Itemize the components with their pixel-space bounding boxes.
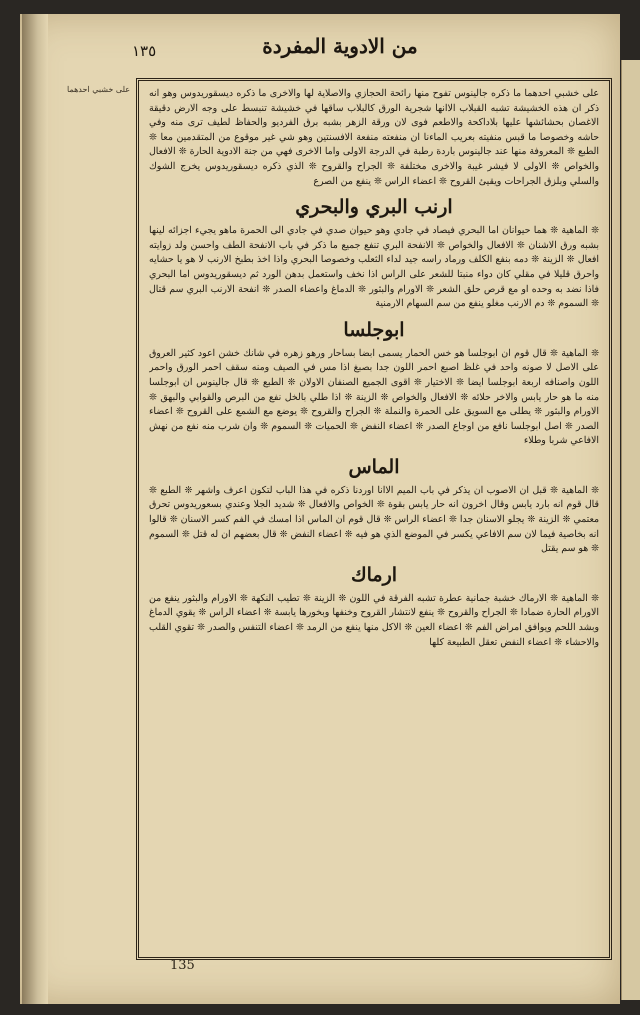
main-text bbox=[149, 87, 599, 951]
page-header bbox=[80, 32, 600, 68]
section-text-3: ❊ الماهية ❊ قبل ان الاصوب ان يذكر في باب الميم الاانا اوردنا ذكره في هذا الباب لتكون اعرف واشهر ❊ الطبع ❊ قال قوم انه بارد يابس وقال اخرون انه حار يابس بقوة ❊ الخواص والافعال ❊ شديد الجلا وعندي بسعوريدوس تحرق معتمي ❊ الزينة ❊ يجلو الاسنان جدا ❊ اعضاء الراس ❊ قال قوم ان الماس اذا امسك في الفم كسر الاسنان ❊ قالوا انه بخاصية فيما لان سم الافاعي يكسر في الموضع الذي هو فيه ❊ اعضاء النفض ❊ قال بعضهم ان له قتل ❊ السموم ❊ هو سم يقتل bbox=[149, 484, 599, 555]
section-text-1: ❊ الماهية ❊ هما حيوانان اما البحري فيصاد في جادي وهو حيوان صدي في جادي الى الحمرة ماهو يجيء اجزائه لينها بشبه ورق الاشنان ❊ الافعال والخواص ❊ الانفحة البري تنفع جميع ما ذكر في باب الانفحة الطف واحسن ولد زوايته افعال ❊ الزينة ❊ دمه بنفع الكلف ورماد راسه جيد لداء الثعلب وخصوصا البحري واذا اخذ بطبخ الارنب لا هو يا حشايه واحرق قليلا في مقلي كان دواء منبتا للشعر على الراس اذا نخف واستعمل بدهن الورد ثم ديسقوريدوس اما البحري فاذا نضد به وحده او مع قرص حلق الشعر ❊ الاورام والبثور ❊ الدماغ واعضاء الصدر ❊ انفحة الارنب البري سم قتال ❊ السموم ❊ دم الارنب مغلو ينفع من سم السهام الارمنية bbox=[149, 225, 599, 310]
page-number-bottom: 135 bbox=[170, 958, 195, 973]
section-text-0: على خشبي احدهما ما ذكره جالينوس تفوح منها رائحة الحجازي والاصلاية لها والاخرى ما ذكره ديسقوريدوس وهو انه ذكر ان هذه الخشيشة تشبه القبلاب الاانها شجرية الورق كالبلاب ساقها في خشيشة تنبسط على وجه الارض دقيقة الاغصان بحشائشها عليها بلاداكحة والاطعم فوى لان ورقة الزهر بشبه برق الفرديو والحفاظ لطيف ترى منه وفي حاشه وخصوصا ما قبس منفيته بعريب الماءنا ان منفعته منفعة الافسنتين وهو شي غير موقوع من المتقدمين معا ❊ الطبع ❊ المعروفة منها عند جالينوس باردة رطبة في الدرجة الاولى واما الاخرى فهي من جنة الادوية الحارة ❊ الافعال والخواص ❊ الاولى لا فيشر غيبة والاخرى مختلفة ❊ الجراح والقروح ❊ الذي ذكره ديسقوريدوس يخرج الشوك والسلي وبلزق الجراحات ويقيئ القروح ❊ اعضاء الراس ❊ ينفع من الصرع bbox=[149, 88, 599, 187]
section-text-4: ❊ الماهية ❊ الارماك خشبة جمانية عطرة تشبه الفرقة في اللون ❊ الزينة ❊ تطيب النكهة ❊ الاورام والبثور ينفع من الاورام الحارة ضمادا ❊ الجراح والقروح ❊ ينفع لانتشار القروح وخنفها وبخورها يابسة ❊ اعضاء الراس ❊ يقوي الدماغ وبشد اللحم ويوافق امراض الفم ❊ اعضاء العين ❊ الاكل منها ينفع من الرمد ❊ اعضاء التنفس والصدر ❊ تقوي القلب والاحشاء ❊ اعضاء النفض تعقل الطبيعة كلها bbox=[149, 592, 599, 648]
section-heading-4: ارماك bbox=[350, 563, 398, 586]
section-text-2: ❊ الماهية ❊ قال قوم ان ابوجلسا هو خس الحمار يسمى ابضا بساحار ورهو زهره في شانك خشن اعود كثير العروق على الاصل لا صونه واحد في غلظ اصبع احمر اللون جدا بصبغ اذا مس في الصيف ومنه سقف احمر الورق واحمر اللون واصنافه اربعة ابوجلسا ايضا ❊ الاختيار ❊ اقوى الجميع الصنفان الاولان ❊ الطبع ❊ قال جالينوس ان ابوجلسا منه ما هو حار يابس والاخر حلائه ❊ الافعال والخواص ❊ الزينة ❊ اذا طلي بالخل نفع من البرص والقوابي والبهق ❊ الاورام والبثور ❊ يطلى مع السويق على الحمرة والنملة ❊ الجراح والقروح ❊ يوضع مع الشمع على القروح ❊ اعضاء الصدر ❊ اصل ابوجلسا نافع من اوجاع الصدر ❊ اعضاء النفض ❊ الحميات ❊ السموم ❊ وان شرب منه نفع من نهش الافاعي شربا وطلاء bbox=[149, 347, 599, 447]
running-title: من الادوية المفردة bbox=[262, 34, 418, 58]
section-heading-3: الماس bbox=[348, 455, 400, 478]
book-gutter bbox=[22, 14, 48, 1004]
text-frame bbox=[136, 78, 612, 960]
next-page-edge bbox=[621, 60, 640, 1000]
section-heading-2: ابوجلسا bbox=[343, 318, 405, 341]
section-heading-1: ارنب البري والبحري bbox=[295, 196, 453, 219]
page-number-top: ١٣٥ bbox=[132, 42, 157, 60]
margin-note: على خشبي احدهما bbox=[67, 85, 130, 94]
